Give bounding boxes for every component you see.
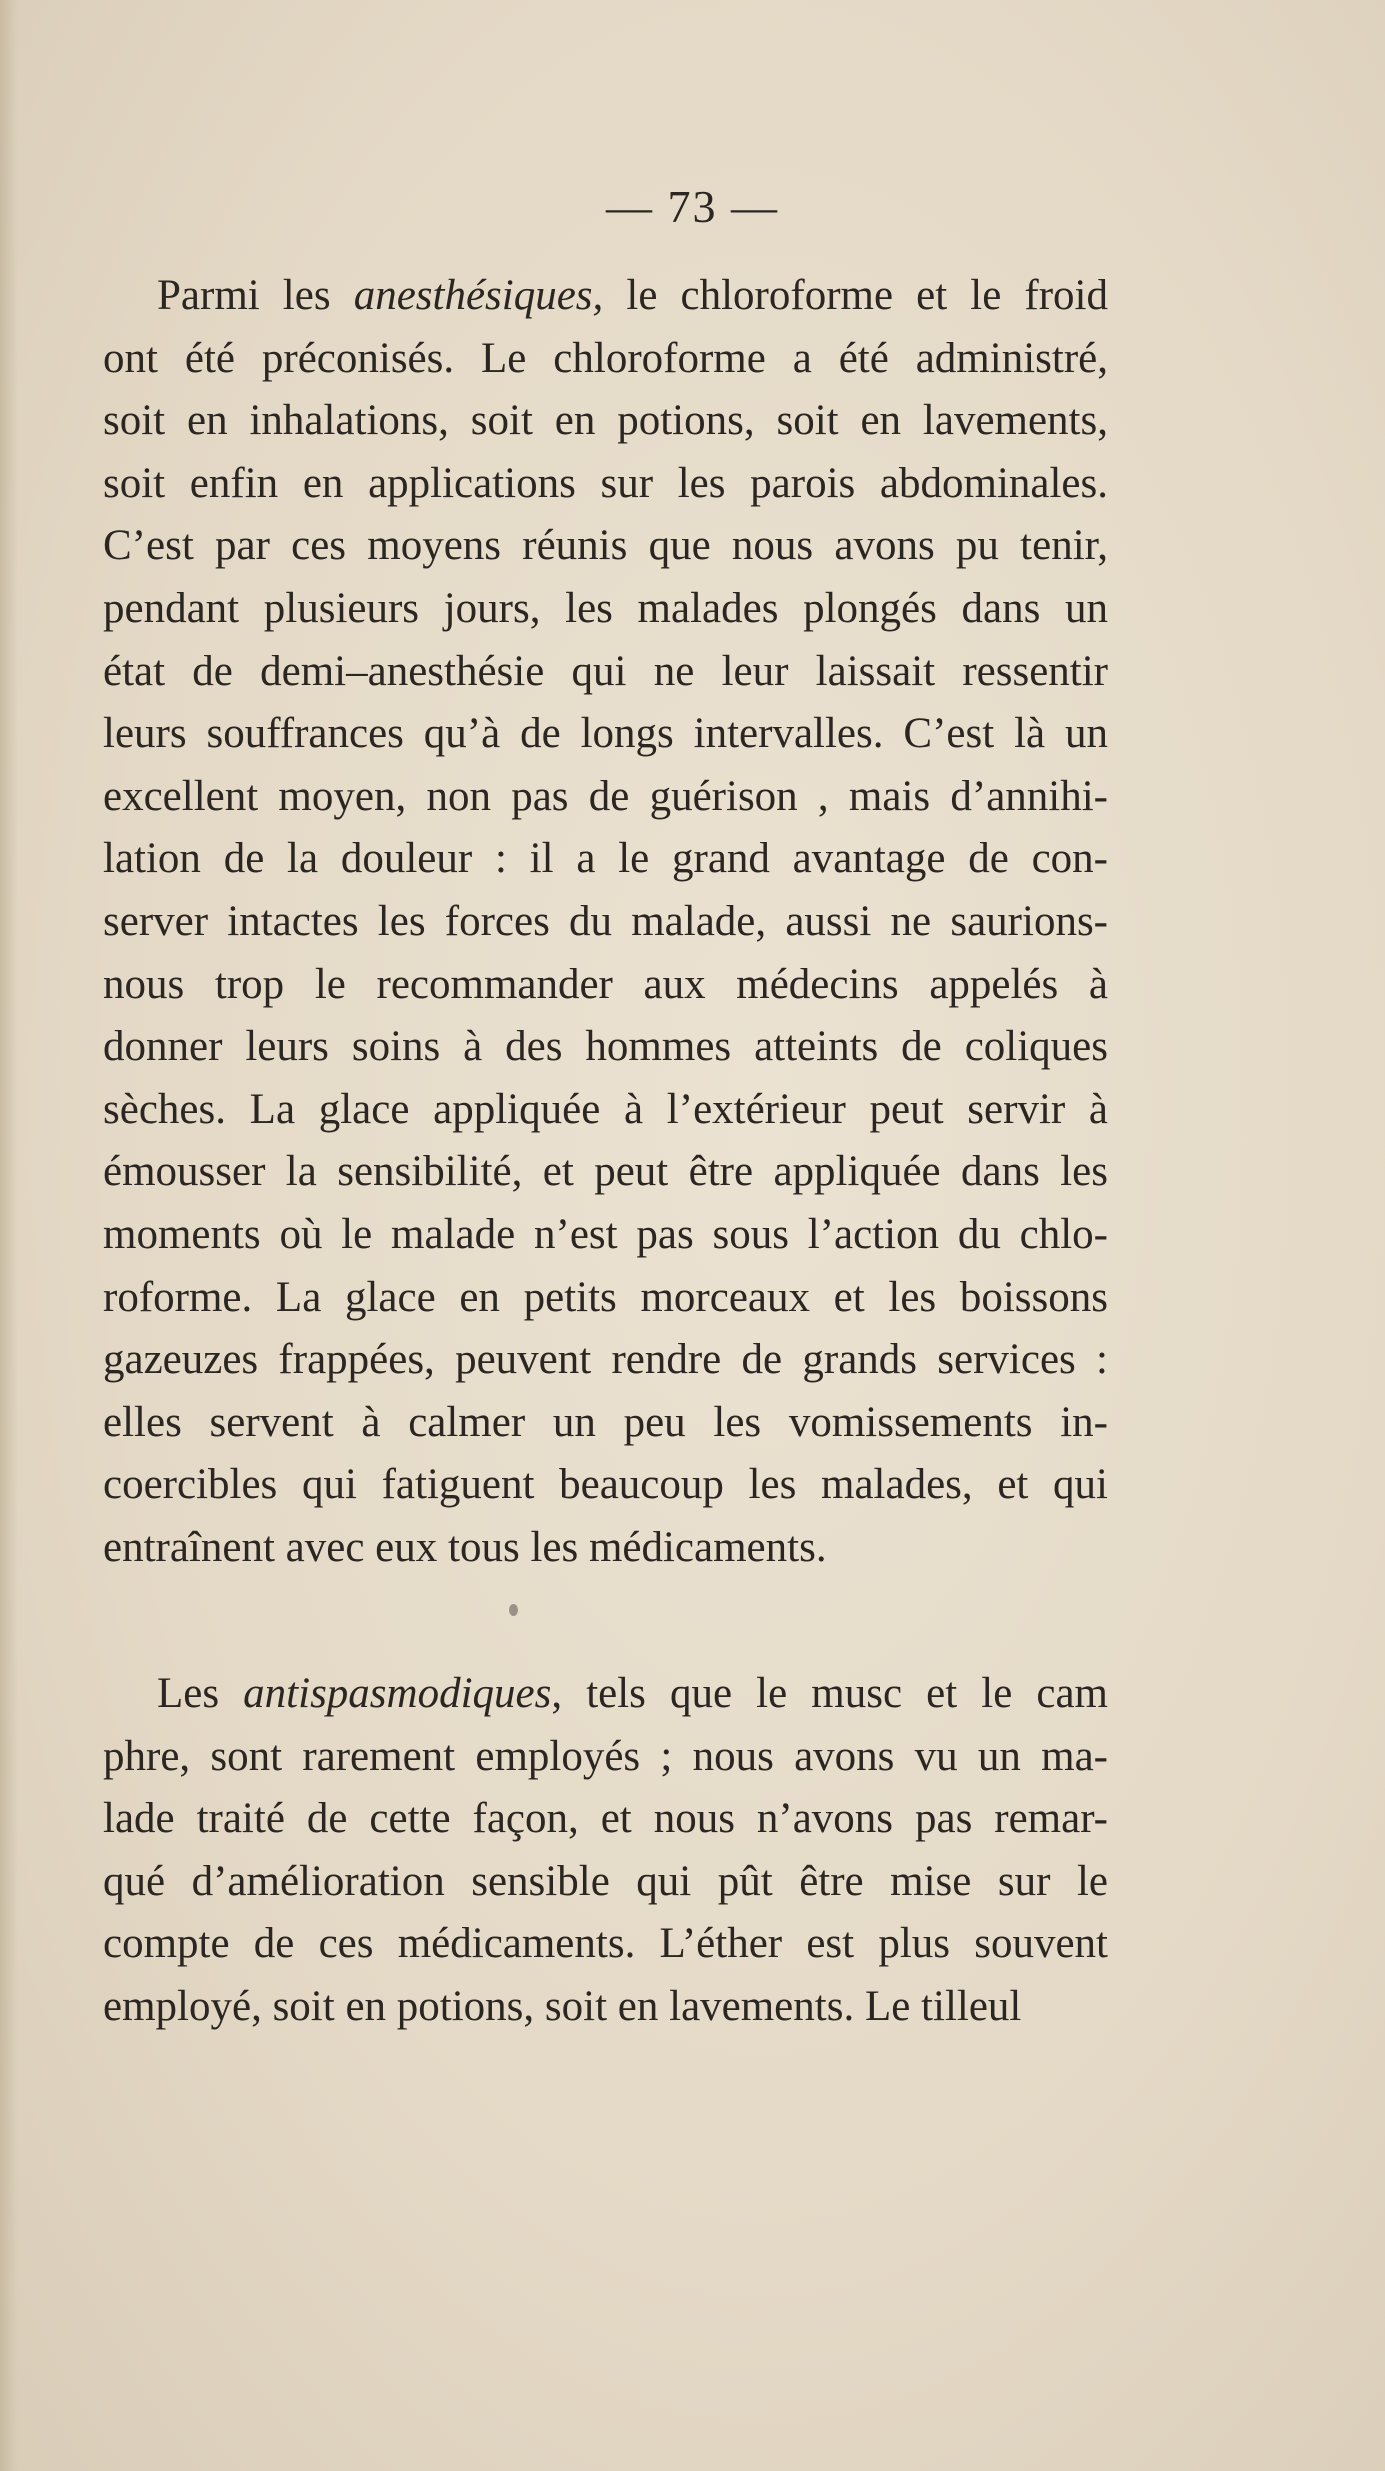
text-line: excellent moyen, non pas de guérison , mais d’annihi- bbox=[103, 772, 1108, 820]
text-line: compte de ces médicaments. L’éther est plus souvent bbox=[103, 1920, 1108, 1968]
text-line: ont été préconisés. Le chloroforme a été administré, bbox=[103, 334, 1108, 382]
text-line bbox=[103, 1663, 1108, 1726]
text-line: entraînent avec eux tous les médicaments. bbox=[103, 1523, 827, 1571]
text-line: leurs souffrances qu’à de longs intervalles. C’est là un bbox=[103, 710, 1108, 758]
line-segment: le chloroforme et le froid bbox=[603, 272, 1108, 319]
page-number: — 73 — bbox=[606, 181, 779, 232]
line-segment: , tels que le musc et le cam bbox=[551, 1670, 1108, 1717]
text-line: émousser la sensibilité, et peut être appliquée dans les bbox=[103, 1148, 1108, 1196]
text-line: nous trop le recommander aux médecins appelés à bbox=[103, 960, 1108, 1008]
text-line: pendant plusieurs jours, les malades plongés dans un bbox=[103, 584, 1108, 632]
paragraph-antispasmodiques bbox=[103, 1663, 1108, 2039]
italic-term: anesthésiques, bbox=[353, 272, 604, 319]
ink-speck bbox=[509, 1604, 518, 1616]
text-line: état de demi–anesthésie qui ne leur laissait ressentir bbox=[103, 647, 1108, 695]
line-segment: Les bbox=[157, 1670, 244, 1717]
text-line: phre, sont rarement employés ; nous avons vu un ma- bbox=[103, 1732, 1108, 1780]
text-line: soit enfin en applications sur les parois abdominales. bbox=[103, 459, 1108, 507]
text-line: employé, soit en potions, soit en lavements. Le tilleul bbox=[103, 1982, 1022, 2030]
text-line: sèches. La glace appliquée à l’extérieur peut servir à bbox=[103, 1085, 1108, 1133]
text-line: gazeuzes frappées, peuvent rendre de grands services : bbox=[103, 1336, 1108, 1384]
text-line: moments où le malade n’est pas sous l’action du chlo- bbox=[103, 1210, 1108, 1258]
text-line: lation de la douleur : il a le grand avantage de con- bbox=[103, 835, 1108, 883]
text-line: elles servent à calmer un peu les vomissements in- bbox=[103, 1398, 1108, 1446]
text-line: C’est par ces moyens réunis que nous avons pu tenir, bbox=[103, 522, 1108, 570]
text-line: qué d’amélioration sensible qui pût être mise sur le bbox=[103, 1857, 1108, 1905]
italic-term: antispasmodiques bbox=[243, 1670, 552, 1717]
text-line: server intactes les forces du malade, aussi ne saurions- bbox=[103, 897, 1108, 945]
text-line: coercibles qui fatiguent beaucoup les malades, et qui bbox=[103, 1461, 1108, 1509]
text-line: roforme. La glace en petits morceaux et les boissons bbox=[103, 1273, 1108, 1321]
text-line: donner leurs soins à des hommes atteints de coliques bbox=[103, 1023, 1108, 1071]
text-line: lade traité de cette façon, et nous n’avons pas remar- bbox=[103, 1795, 1108, 1843]
text-line: soit en inhalations, soit en potions, soit en lavements, bbox=[103, 397, 1108, 445]
page-edge-shadow bbox=[0, 0, 18, 2471]
paragraph-anesthesiques bbox=[103, 265, 1108, 1579]
text-line bbox=[103, 265, 1108, 328]
line-segment: Parmi les bbox=[157, 272, 354, 319]
